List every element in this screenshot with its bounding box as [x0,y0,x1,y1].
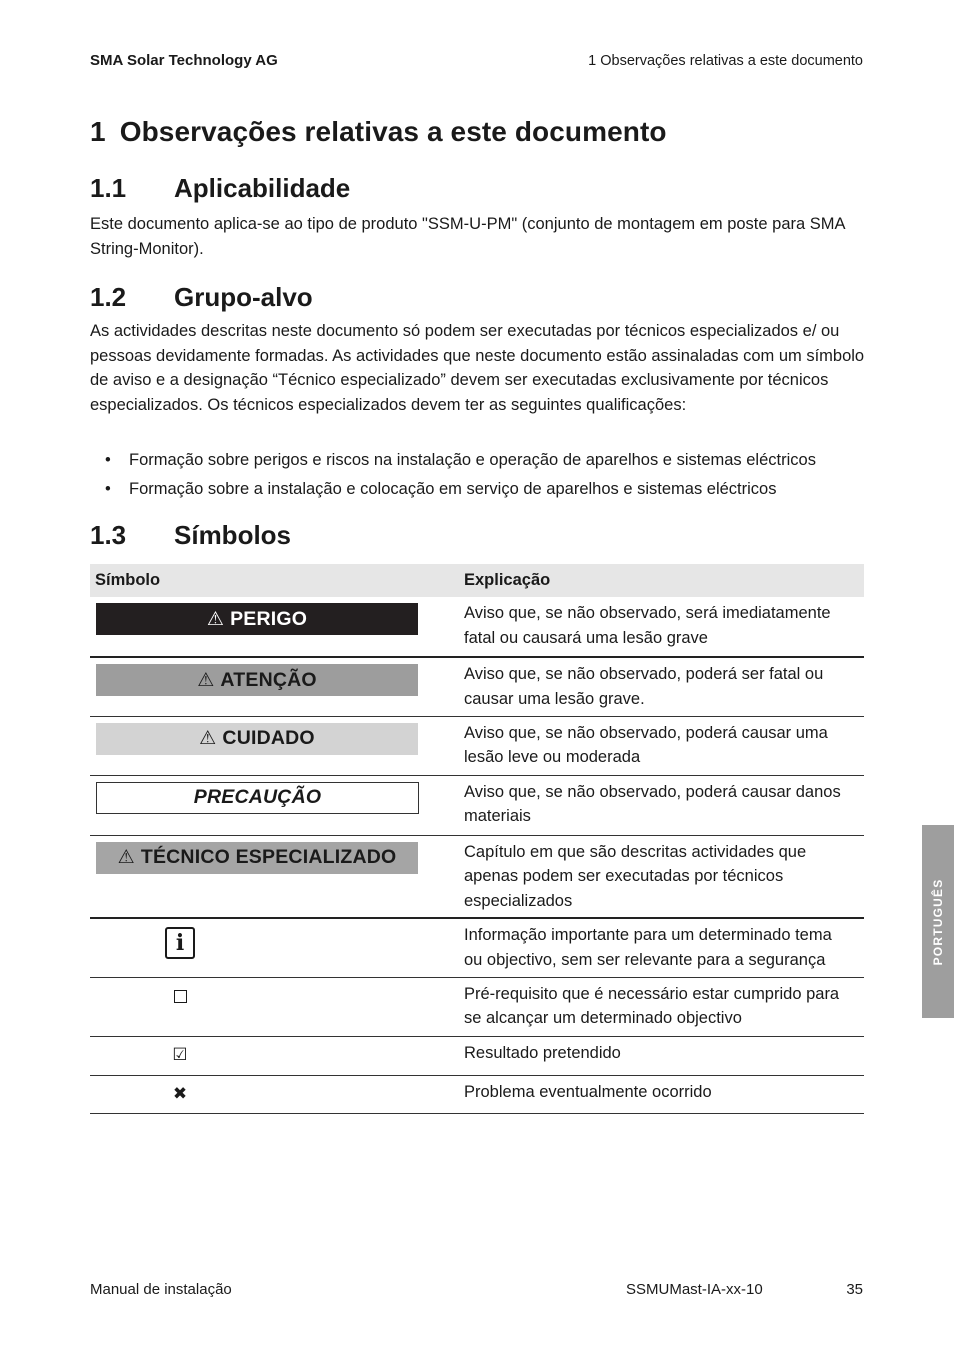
table-row [90,1036,864,1075]
warning-triangle-icon: ⚠ [197,669,215,691]
section-number: 1.3 [90,520,127,550]
column-header-explanation: Explicação [460,564,864,597]
section-number: 1.2 [90,282,127,312]
qualifications-list [90,448,870,506]
footer-doc-code: SSMUMast-IA-xx-10 [626,1281,763,1298]
language-side-tab [922,825,954,1018]
info-icon: i [165,927,195,959]
warning-triangle-icon: ⚠ [206,608,225,630]
page-number: 35 [846,1281,863,1298]
table-row [90,977,864,1036]
warning-triangle-icon: ⚠ [199,728,217,749]
badge-label: ATENÇÃO [220,668,317,691]
section-heading-symbols [90,520,291,551]
explanation-cell: Problema eventualmente ocorrido [460,1075,864,1113]
checkbox-empty-icon [174,990,187,1003]
applicability-paragraph: Este documento aplica-se ao tipo de produto "SSM-U-PM" (conjunto de montagem em poste para SMA String-Monitor). [90,215,845,258]
caution-badge [96,723,418,755]
explanation-cell: Capítulo em que são descritas actividades que apenas podem ser executadas por técnicos especializados [460,835,864,918]
checkbox-checked-icon: ☑ [172,1044,188,1064]
badge-label: PERIGO [230,607,308,630]
header-company: SMA Solar Technology AG [90,52,278,69]
badge-label: TÉCNICO ESPECIALIZADO [140,846,397,868]
danger-badge [96,603,418,635]
chapter-number: 1 [90,116,106,147]
badge-label: PRECAUÇÃO [193,786,322,808]
list-item: • Formação sobre a instalação e colocação em serviço de aparelhos e sistemas eléctricos [90,477,870,506]
table-row [90,716,864,775]
section-heading-applicability [90,173,350,204]
section-title: Símbolos [174,520,292,550]
header-chapter: 1 Observações relativas a este documento [588,53,863,69]
qualified-person-badge [96,842,418,874]
chapter-title-text: Observações relativas a este documento [119,116,667,147]
list-item: • Formação sobre perigos e riscos na instalação e operação de aparelhos e sistemas eléctricos [90,448,870,477]
chapter-title [90,116,667,148]
footer-manual-title: Manual de instalação [90,1281,232,1298]
explanation-cell: Resultado pretendido [460,1036,864,1075]
table-header-row [90,564,864,597]
explanation-cell: Aviso que, se não observado, poderá causar uma lesão leve ou moderada [460,716,864,775]
symbols-table [90,564,864,1114]
section-title: Grupo-alvo [174,282,313,312]
section-title: Aplicabilidade [174,173,351,203]
table-row [90,597,864,657]
column-header-symbol: Símbolo [90,564,460,597]
table-row [90,918,864,977]
warning-triangle-icon: ⚠ [117,847,135,868]
explanation-cell: Aviso que, se não observado, poderá causar danos materiais [460,775,864,835]
table-row [90,1075,864,1113]
section-heading-target-group [90,282,313,313]
table-row [90,775,864,835]
explanation-cell: Pré-requisito que é necessário estar cumprido para se alcançar um determinado objectivo [460,977,864,1036]
explanation-cell: Aviso que, se não observado, será imediatamente fatal ou causará uma lesão grave [460,597,864,657]
section-number: 1.1 [90,173,127,203]
table-row [90,657,864,716]
explanation-cell: Aviso que, se não observado, poderá ser fatal ou causar uma lesão grave. [460,657,864,716]
target-group-paragraph: As actividades descritas neste documento só podem ser executadas por técnicos especializados e/ ou pessoas devidamente formadas. As actividades que neste documento estão assinaladas com um símbolo de aviso e a designação “Técnico especializado” devem ser executadas exclusivamente por técnicos especializados. Os técnicos especializados devem ter as seguintes qualificações: [90,322,865,415]
explanation-cell: Informação importante para um determinado tema ou objectivo, sem ser relevante para a segurança [460,918,864,977]
notice-badge [96,782,419,814]
warning-badge [96,664,418,696]
cross-icon: ✖ [172,1083,188,1103]
language-label: PORTUGUÊS [931,878,945,965]
table-row [90,835,864,918]
badge-label: CUIDADO [222,727,315,749]
